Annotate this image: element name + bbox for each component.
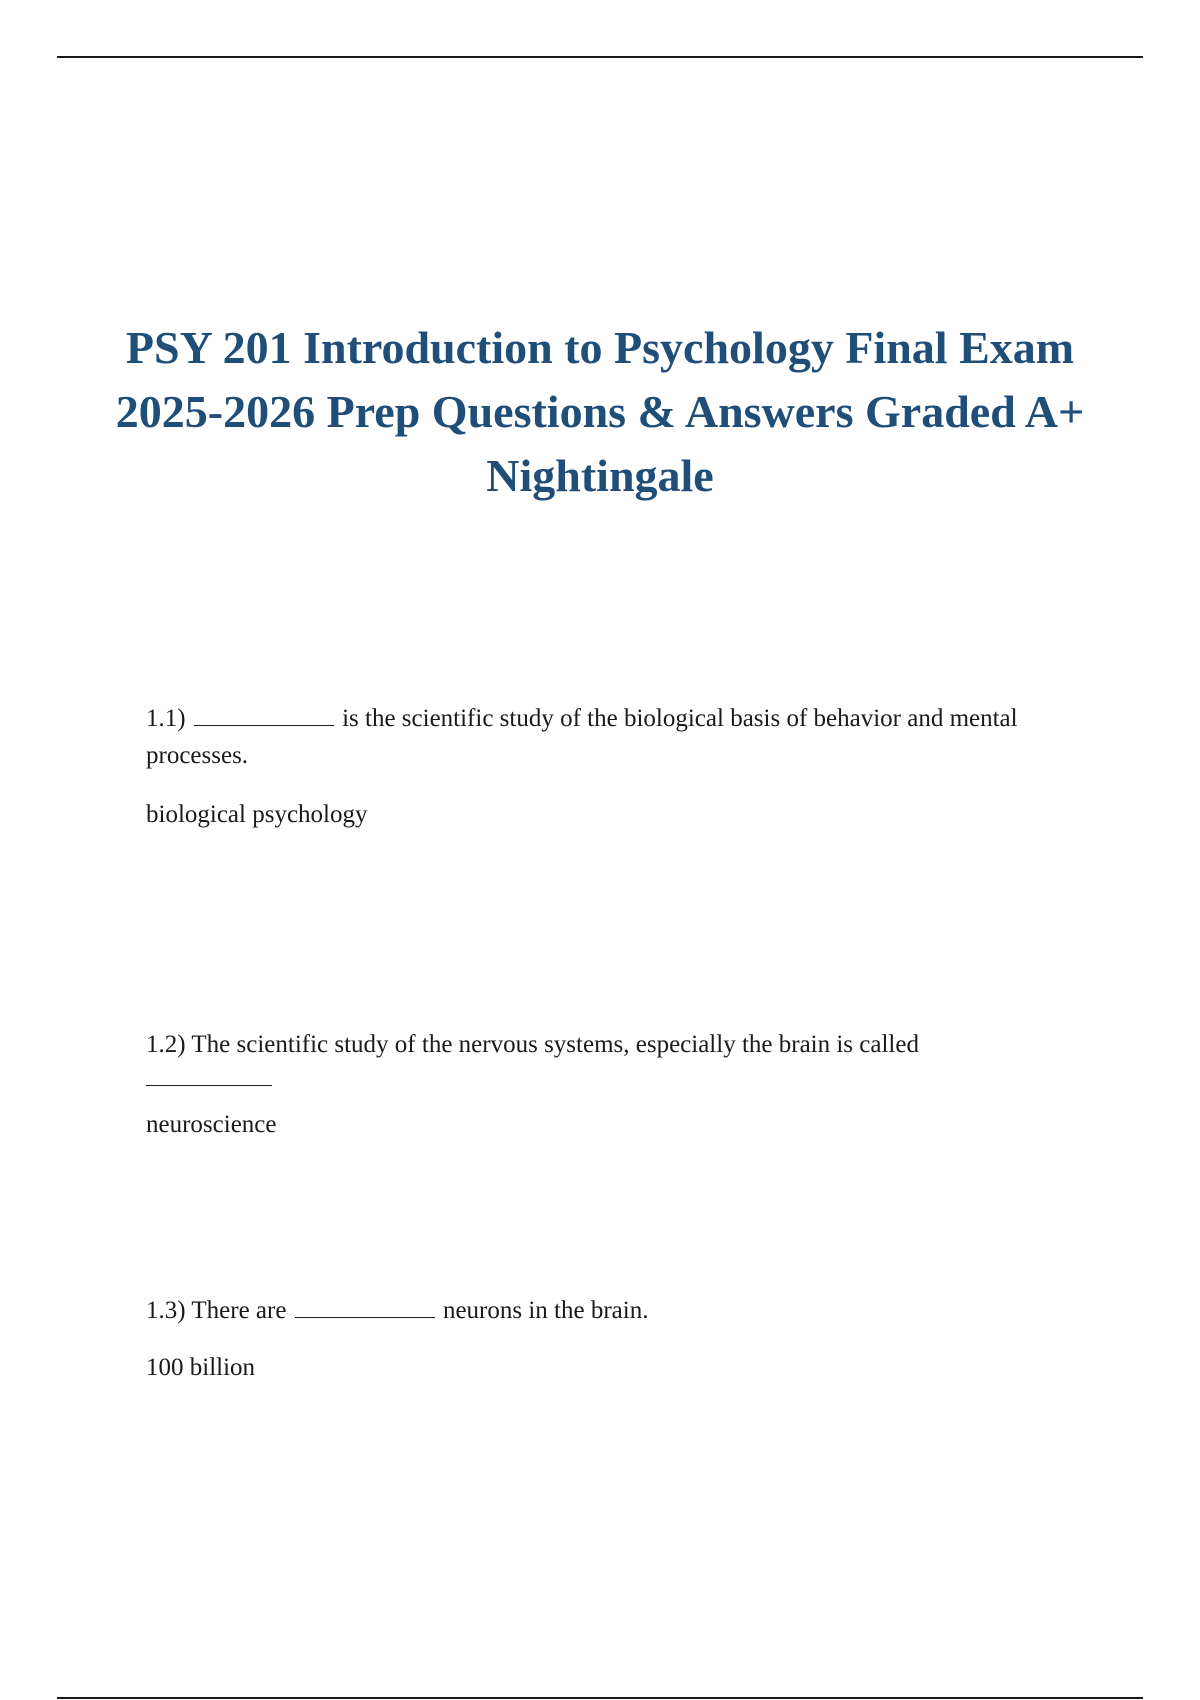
question-number: 1.3)	[146, 1297, 186, 1324]
answer-text: neuroscience	[146, 1111, 277, 1138]
question-text	[146, 1026, 1086, 1086]
question-text	[146, 1292, 1086, 1329]
bottom-rule	[57, 1697, 1143, 1699]
fill-in-blank	[146, 1067, 272, 1086]
question-item	[146, 700, 1086, 833]
question-number: 1.1)	[146, 705, 186, 732]
fill-in-blank	[295, 1295, 435, 1318]
answer-text: biological psychology	[146, 801, 368, 828]
question-number: 1.2)	[146, 1031, 186, 1058]
document-title: PSY 201 Introduction to Psychology Final Exam 2025-2026 Prep Questions & Answers Graded A+ Nightingale	[115, 322, 1085, 501]
answer-text: 100 billion	[146, 1354, 256, 1381]
question-item	[146, 1026, 1086, 1143]
top-rule	[57, 56, 1143, 58]
question-text-after: is the scientific study of the biological basis of behavior and mental processes.	[146, 705, 1018, 769]
question-text-after: neurons in the brain.	[442, 1297, 649, 1324]
fill-in-blank	[194, 703, 334, 726]
question-text	[146, 700, 1086, 774]
question-text-before: The scientific study of the nervous systems, especially the brain is called	[191, 1031, 919, 1058]
question-text-before: There are	[191, 1297, 287, 1324]
question-item	[146, 1292, 1086, 1386]
